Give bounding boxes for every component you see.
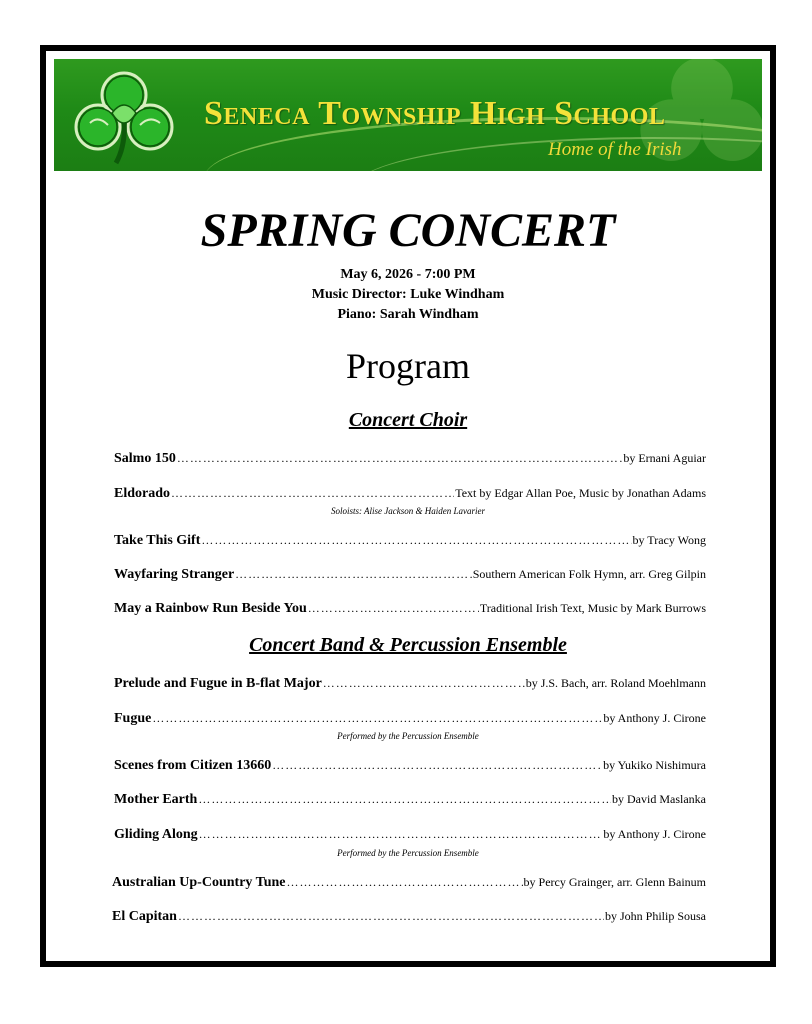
program-entry (112, 909, 706, 927)
concert-title: SPRING CONCERT (200, 204, 616, 257)
piece-credit: by Percy Grainger, arr. Glenn Bainum (523, 875, 706, 889)
piece-credit: by J.S. Bach, arr. Roland Moehlmann (525, 676, 706, 690)
piece-title: Scenes from Citizen 13660 (114, 758, 272, 773)
piece-credit: by Yukiko Nishimura (603, 758, 706, 772)
piece-title: Wayfaring Stranger (114, 567, 235, 582)
program-entry (114, 827, 706, 845)
piece-credit: by Ernani Aguiar (623, 451, 706, 465)
program-entry (114, 533, 706, 551)
piece-credit: Southern American Folk Hymn, arr. Greg Gilpin (472, 567, 706, 581)
program-entry (112, 875, 706, 893)
dot-leader (201, 533, 631, 548)
piece-credit: by Tracy Wong (632, 533, 706, 547)
piece-title: Gliding Along (114, 827, 198, 842)
program-entry (114, 792, 706, 810)
dot-leader (171, 486, 454, 501)
piece-title: Australian Up-Country Tune (112, 875, 286, 890)
program-entry (114, 676, 706, 694)
dot-leader (152, 711, 602, 726)
section-heading-concert-choir: Concert Choir (348, 409, 468, 431)
piece-credit: Traditional Irish Text, Music by Mark Burrows (479, 601, 706, 615)
concert-datetime: May 6, 2026 - 7:00 PM (340, 267, 476, 282)
page-border (40, 45, 776, 967)
school-banner (54, 59, 762, 171)
music-director: Music Director: Luke Windham (311, 287, 505, 302)
piece-credit: by John Philip Sousa (604, 909, 706, 923)
program-entry (114, 486, 706, 504)
piece-title: Salmo 150 (114, 451, 176, 466)
school-tagline: Home of the Irish (548, 139, 682, 160)
dot-leader (308, 601, 479, 616)
program-heading: Program (346, 346, 470, 386)
dot-leader (177, 451, 623, 466)
piece-credit: by Anthony J. Cirone (603, 711, 706, 725)
dot-leader (323, 676, 525, 691)
piece-title: May a Rainbow Run Beside You (114, 601, 307, 616)
piece-credit: Text by Edgar Allan Poe, Music by Jonathan Adams (455, 486, 706, 500)
dot-leader (235, 567, 472, 582)
program-entry (114, 601, 706, 619)
piece-title: Eldorado (114, 486, 171, 501)
performance-note: Performed by the Percussion Ensemble (337, 731, 479, 741)
dot-leader (272, 758, 602, 773)
piece-title: Take This Gift (114, 533, 201, 548)
piece-title: Fugue (114, 711, 152, 726)
dot-leader (178, 909, 604, 924)
dot-leader (198, 792, 611, 807)
performance-note: Performed by the Percussion Ensemble (337, 848, 479, 858)
piece-title: Mother Earth (114, 792, 198, 807)
piece-credit: by David Maslanka (612, 792, 706, 806)
pianist: Piano: Sarah Windham (337, 307, 479, 322)
program-entry (114, 711, 706, 729)
dot-leader (287, 875, 523, 890)
shamrock-emblem-icon (68, 67, 180, 167)
piece-title: El Capitan (112, 909, 177, 924)
program-entry (114, 451, 706, 469)
dot-leader (199, 827, 603, 842)
piece-title: Prelude and Fugue in B-flat Major (114, 676, 322, 691)
program-entry (114, 567, 706, 585)
school-name: Seneca Township High School (204, 95, 666, 132)
section-heading-concert-band: Concert Band & Percussion Ensemble (249, 634, 567, 656)
piece-credit: by Anthony J. Cirone (603, 827, 706, 841)
program-entry (114, 758, 706, 776)
performance-note: Soloists: Alise Jackson & Haiden Lavarier (330, 506, 486, 516)
